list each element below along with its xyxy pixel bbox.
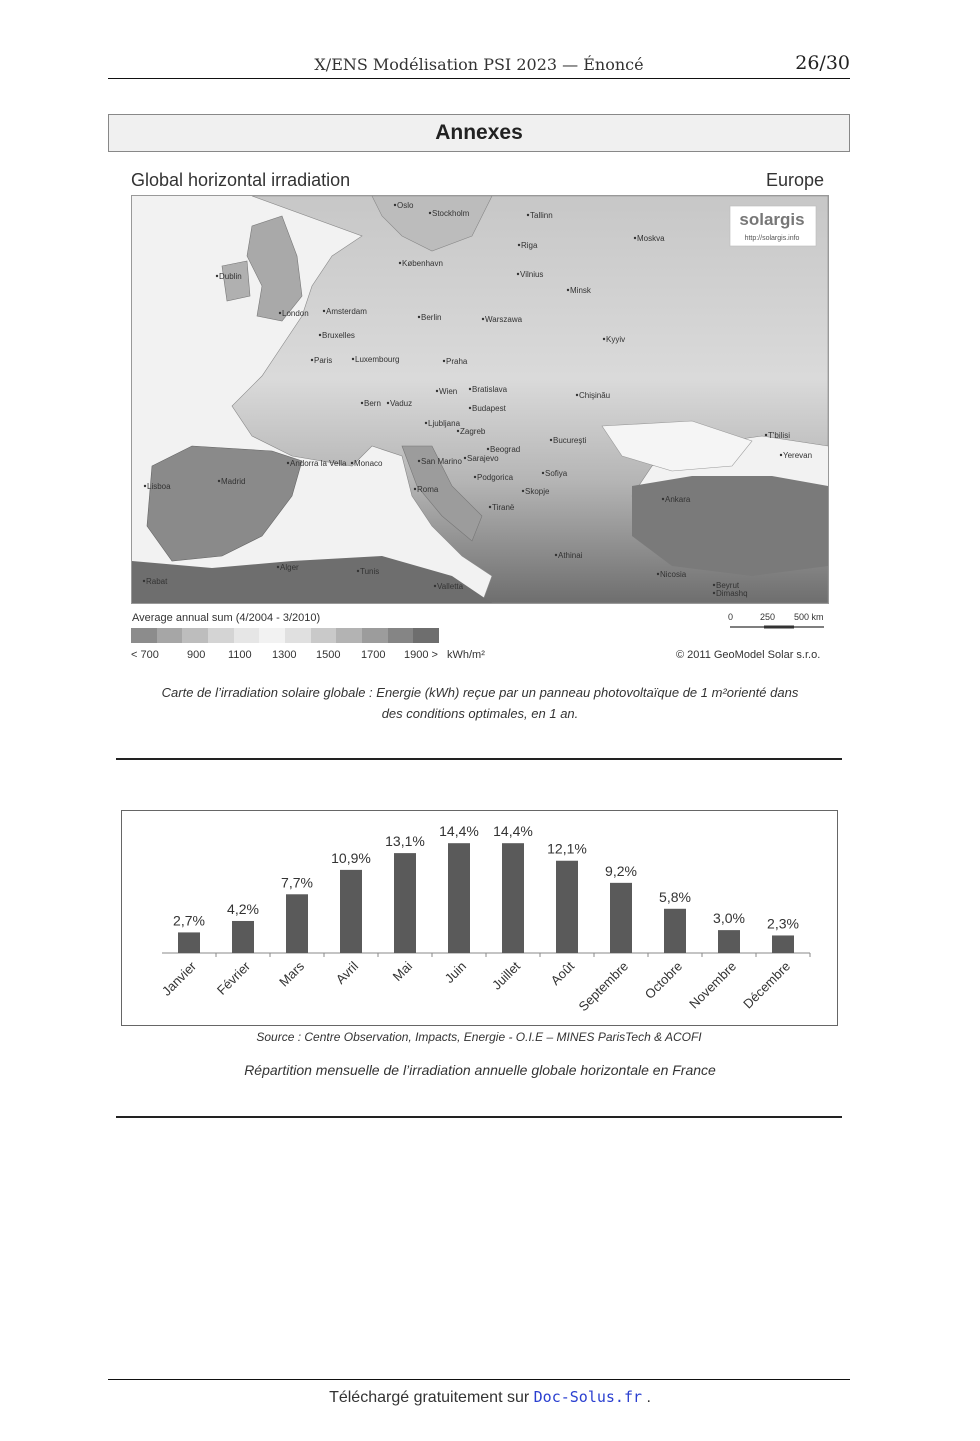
city-label: Dimashq: [716, 589, 748, 598]
bar-data-label: 12,1%: [547, 840, 587, 857]
city-marker: [277, 566, 279, 568]
city-marker: [311, 359, 313, 361]
page-header: [108, 52, 850, 79]
city-label: Dublin: [219, 272, 242, 281]
monthly-irradiation-chart: [121, 810, 838, 1026]
bar-data-label: 2,3%: [767, 915, 799, 932]
header-title: X/ENS Modélisation PSI 2023 — Énoncé: [314, 55, 644, 74]
category-label: Mai: [389, 958, 416, 984]
legend-colorbar: [131, 628, 439, 643]
legend-tick: 1900 >: [404, 649, 438, 661]
city-marker: [474, 476, 476, 478]
city-label: Bern: [364, 399, 381, 408]
city-label: Berlin: [421, 313, 442, 322]
city-label: Yerevan: [783, 451, 813, 460]
city-label: Vilnius: [520, 270, 544, 279]
solargis-url: http://solargis.info: [744, 235, 800, 242]
bar-avril: [340, 870, 362, 953]
irradiation-map: [131, 195, 829, 604]
bar-juin: [448, 843, 470, 953]
map-region: Europe: [766, 170, 825, 190]
city-label: London: [282, 309, 309, 318]
category-label: Avril: [332, 958, 362, 987]
legend-swatch: [131, 628, 157, 643]
city-marker: [429, 212, 431, 214]
legend-tick: 1100: [228, 649, 252, 661]
chart-caption: Répartition mensuelle de l’irradiation annuelle globale horizontale en France: [244, 1062, 716, 1078]
section-title: Annexes: [108, 114, 850, 152]
city-label: Beyrut: [716, 581, 740, 590]
city-label: T'bilisi: [768, 431, 790, 440]
legend-tick: < 700: [131, 649, 159, 661]
legend-tick: 1700: [361, 649, 386, 661]
city-marker: [394, 204, 396, 206]
city-marker: [550, 439, 552, 441]
city-label: Amsterdam: [326, 307, 367, 316]
city-marker: [489, 506, 491, 508]
city-label: Madrid: [221, 477, 246, 486]
legend-swatch: [157, 628, 183, 643]
bar-data-label: 9,2%: [605, 862, 637, 879]
city-label: Tiranë: [492, 503, 515, 512]
city-label: Ljubljana: [428, 419, 461, 428]
city-label: København: [402, 259, 443, 268]
city-marker: [482, 318, 484, 320]
bar-data-label: 13,1%: [385, 833, 425, 850]
city-label: Beograd: [490, 445, 521, 454]
city-label: Kyyiv: [606, 335, 626, 344]
city-marker: [780, 454, 782, 456]
city-label: Luxembourg: [355, 355, 400, 364]
city-marker: [518, 244, 520, 246]
city-label: Valletta: [437, 582, 464, 591]
city-label: Roma: [417, 485, 439, 494]
category-label: Septembre: [575, 958, 632, 1015]
legend-swatch: [413, 628, 439, 643]
city-marker: [216, 275, 218, 277]
category-label: Juillet: [489, 958, 524, 993]
chart-source: Source : Centre Observation, Impacts, Energie - O.I.E – MINES ParisTech & ACOFI: [256, 1030, 702, 1044]
scale-label: 500 km: [794, 612, 824, 622]
bar-data-label: 10,9%: [331, 849, 371, 866]
bar-data-label: 14,4%: [439, 823, 479, 840]
city-marker: [414, 488, 416, 490]
city-marker: [144, 485, 146, 487]
city-label: Vaduz: [390, 399, 413, 408]
city-label: Zagreb: [460, 427, 486, 436]
city-marker: [713, 584, 715, 586]
city-label: Tunis: [360, 567, 380, 576]
city-marker: [287, 462, 289, 464]
city-marker: [361, 402, 363, 404]
bar-janvier: [178, 932, 200, 953]
bar-data-label: 2,7%: [173, 912, 205, 929]
scale-label: 250: [760, 612, 776, 622]
legend-swatch: [362, 628, 388, 643]
city-marker: [387, 402, 389, 404]
city-marker: [464, 457, 466, 459]
city-marker: [469, 407, 471, 409]
city-marker: [418, 316, 420, 318]
city-label: Warszawa: [485, 315, 523, 324]
city-marker: [576, 394, 578, 396]
bar-octobre: [664, 909, 686, 953]
city-marker: [319, 334, 321, 336]
city-label: Alger: [280, 563, 299, 572]
city-marker: [418, 460, 420, 462]
city-label: Chişinău: [579, 391, 611, 400]
city-marker: [555, 554, 557, 556]
city-label: Budapest: [472, 404, 506, 413]
bar-data-label: 3,0%: [713, 910, 745, 927]
legend-tick: 1500: [316, 649, 341, 661]
category-label: Juin: [441, 958, 470, 986]
city-label: Wien: [439, 387, 458, 396]
city-marker: [765, 434, 767, 436]
city-marker: [218, 480, 220, 482]
city-label: Athinai: [558, 551, 583, 560]
map-caption-line: des conditions optimales, en 1 an.: [381, 706, 579, 721]
city-label: Tallinn: [530, 211, 553, 220]
city-marker: [352, 358, 354, 360]
city-label: Bucureşti: [553, 436, 587, 445]
page-footer: [0, 1388, 980, 1407]
legend-unit: kWh/m²: [447, 649, 485, 661]
legend-tick: 900: [187, 649, 206, 661]
footer-suffix: .: [646, 1389, 651, 1406]
city-marker: [357, 570, 359, 572]
city-label: Sofiya: [545, 469, 568, 478]
city-label: Stockholm: [432, 209, 470, 218]
legend-swatch: [182, 628, 208, 643]
solargis-logo: solargis: [739, 210, 805, 229]
category-label: Janvier: [158, 958, 200, 999]
city-marker: [443, 360, 445, 362]
city-marker: [143, 580, 145, 582]
category-label: Février: [213, 958, 254, 998]
map-caption-line: Carte de l’irradiation solaire globale : Energie (kWh) reçue par un panneau photovoltaïque de 1 m²orienté dans: [161, 685, 799, 700]
bar-février: [232, 921, 254, 953]
city-marker: [323, 310, 325, 312]
city-marker: [662, 498, 664, 500]
city-marker: [469, 388, 471, 390]
city-marker: [657, 573, 659, 575]
city-label: Podgorica: [477, 473, 514, 482]
city-label: Skopje: [525, 487, 550, 496]
city-marker: [457, 430, 459, 432]
divider: [116, 758, 842, 760]
legend-title: Average annual sum (4/2004 - 3/2010): [132, 612, 321, 624]
legend-swatch: [388, 628, 414, 643]
city-label: Praha: [446, 357, 468, 366]
city-label: San Marino: [421, 457, 462, 466]
city-marker: [713, 592, 715, 594]
city-marker: [399, 262, 401, 264]
category-label: Août: [547, 958, 578, 989]
city-marker: [487, 448, 489, 450]
city-marker: [603, 338, 605, 340]
city-marker: [425, 422, 427, 424]
city-label: Sarajevo: [467, 454, 499, 463]
city-label: Lisboa: [147, 482, 171, 491]
divider: [116, 1116, 842, 1118]
footer-rule: [108, 1379, 850, 1380]
bar-décembre: [772, 935, 794, 953]
bar-mars: [286, 894, 308, 953]
bar-août: [556, 861, 578, 953]
category-label: Décembre: [740, 958, 794, 1012]
city-label: Moskva: [637, 234, 665, 243]
city-marker: [634, 237, 636, 239]
legend-swatch: [285, 628, 311, 643]
city-marker: [517, 273, 519, 275]
city-marker: [542, 472, 544, 474]
city-marker: [527, 214, 529, 216]
map-caption: [110, 682, 850, 724]
map-title: Global horizontal irradiation: [131, 170, 351, 190]
city-marker: [567, 289, 569, 291]
category-label: Octobre: [641, 958, 686, 1002]
bar-data-label: 5,8%: [659, 888, 691, 905]
city-label: Ankara: [665, 495, 691, 504]
footer-link[interactable]: Doc-Solus.fr: [533, 1388, 643, 1406]
city-label: Minsk: [570, 286, 591, 295]
legend-tick: 1300: [272, 649, 297, 661]
bar-data-label: 14,4%: [493, 823, 533, 840]
city-marker: [279, 312, 281, 314]
map-copyright: © 2011 GeoModel Solar s.r.o.: [676, 649, 821, 661]
bar-novembre: [718, 930, 740, 953]
city-label: Oslo: [397, 201, 414, 210]
footer-prefix: Téléchargé gratuitement sur: [329, 1389, 530, 1406]
page-number: 26/30: [795, 52, 850, 74]
city-label: Monaco: [354, 459, 383, 468]
legend-swatch: [208, 628, 234, 643]
city-marker: [436, 390, 438, 392]
city-marker: [434, 585, 436, 587]
legend-swatch: [234, 628, 260, 643]
scale-line: [728, 624, 838, 634]
city-label: Rabat: [146, 577, 168, 586]
city-label: Bruxelles: [322, 331, 355, 340]
city-label: Andorra la Vella: [290, 459, 347, 468]
legend-swatch: [259, 628, 285, 643]
city-label: Riga: [521, 241, 538, 250]
bar-juillet: [502, 843, 524, 953]
bar-data-label: 4,2%: [227, 900, 259, 917]
scale-label: 0: [728, 612, 734, 622]
city-label: Nicosia: [660, 570, 687, 579]
city-marker: [522, 490, 524, 492]
city-marker: [351, 462, 353, 464]
bar-septembre: [610, 883, 632, 953]
legend-swatch: [311, 628, 337, 643]
bar-data-label: 7,7%: [281, 874, 313, 891]
category-label: Mars: [276, 958, 308, 990]
city-label: Paris: [314, 356, 333, 365]
bar-mai: [394, 853, 416, 953]
category-label: Novembre: [686, 958, 740, 1012]
city-label: Bratislava: [472, 385, 508, 394]
legend-swatch: [336, 628, 362, 643]
scale-bar: [728, 612, 838, 636]
